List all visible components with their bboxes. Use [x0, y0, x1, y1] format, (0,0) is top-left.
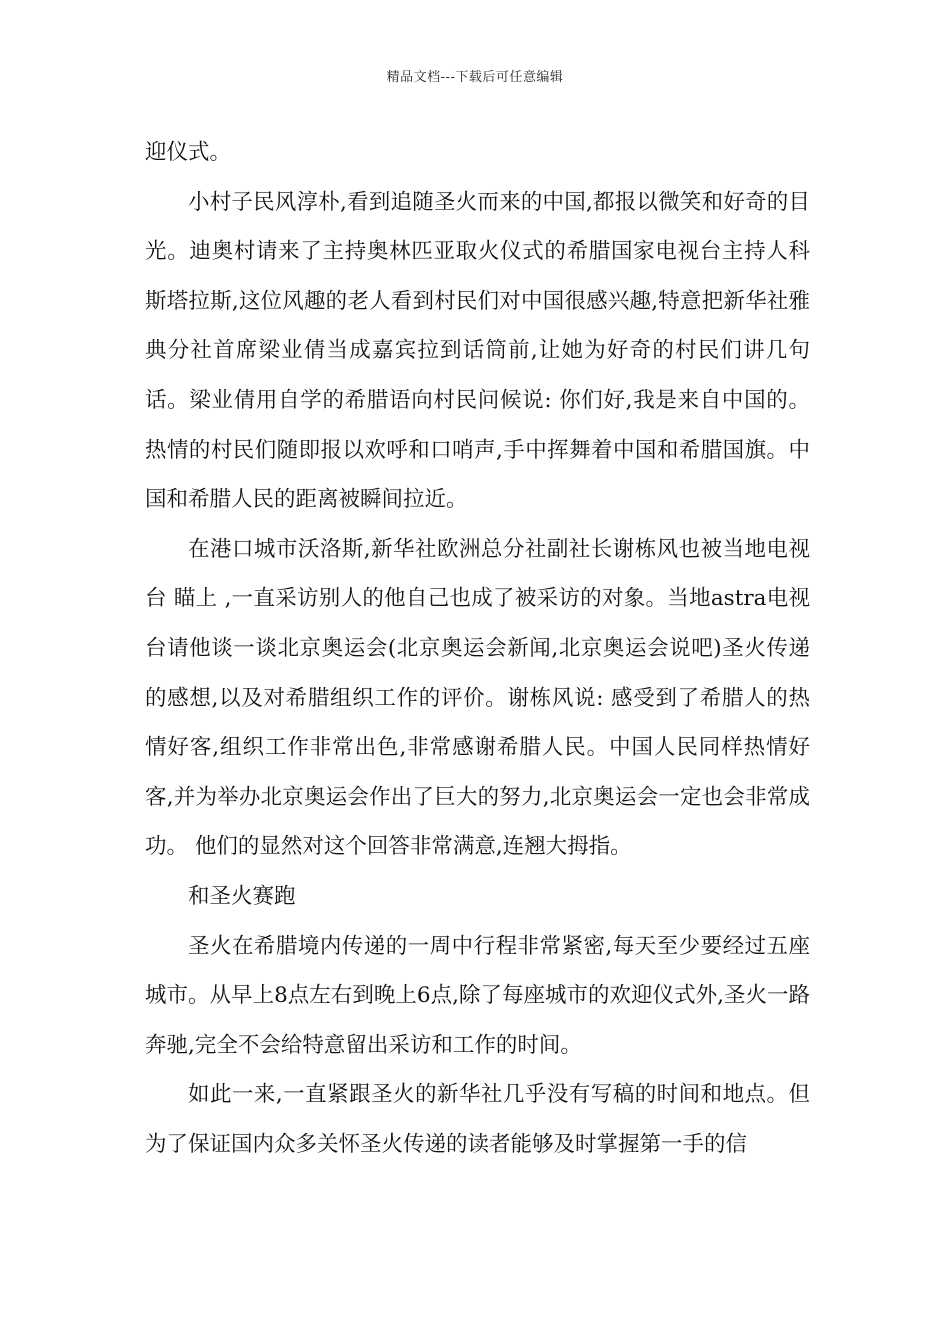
section-heading: 和圣火赛跑 — [188, 883, 296, 909]
paragraph-1: 迎仪式。 — [145, 140, 232, 165]
paragraph-5: 如此一来,一直紧跟圣火的新华社几乎没有写稿的时间和地点。但为了保证国内众多关怀圣火传递的读者能够及时掌握第一手的信 — [145, 1082, 810, 1157]
paragraph-2: 小村子民风淳朴,看到追随圣火而来的中国,都报以微笑和好奇的目光。迪奥村请来了主持奥林匹亚取火仪式的希腊国家电视台主持人科斯塔拉斯,这位风趣的老人看到村民们对中国很感兴趣,特意把新华社雅典分社首席梁业倩当成嘉宾拉到话筒前,让她为好奇的村民们讲几句话。梁业倩用自学的希腊语向村民问候说: 你们好,我是来自中国的。 热情的村民们随即报以欢呼和口哨声,手中挥舞着中国和希腊国旗。中国和希腊人民的距离被瞬间拉近。 — [145, 189, 810, 513]
body-text — [145, 128, 810, 1169]
paragraph-4: 圣火在希腊境内传递的一周中行程非常紧密,每天至少要经过五座城市。从早上8点左右到晚上6点,除了每座城市的欢迎仪式外,圣火一路奔驰,完全不会给特意留出采访和工作的时间。 — [145, 933, 810, 1058]
page-header: 精品文档---下载后可任意编辑 — [386, 70, 564, 85]
paragraph-3: 在港口城市沃洛斯,新华社欧洲总分社副社长谢栋风也被当地电视台 瞄上 ,一直采访别人的他自己也成了被采访的对象。当地astra电视台请他谈一谈北京奥运会(北京奥运会新闻,北京奥运会说吧)圣火传递的感想,以及对希腊组织工作的评价。谢栋风说: 感受到了希腊人的热情好客,组织工作非常出色,非常感谢希腊人民。中国人民同样热情好客,并为举办北京奥运会作出了巨大的努力,北京奥运会一定也会非常成功。 他们的显然对这个回答非常满意,连翘大拇指。 — [145, 536, 810, 860]
